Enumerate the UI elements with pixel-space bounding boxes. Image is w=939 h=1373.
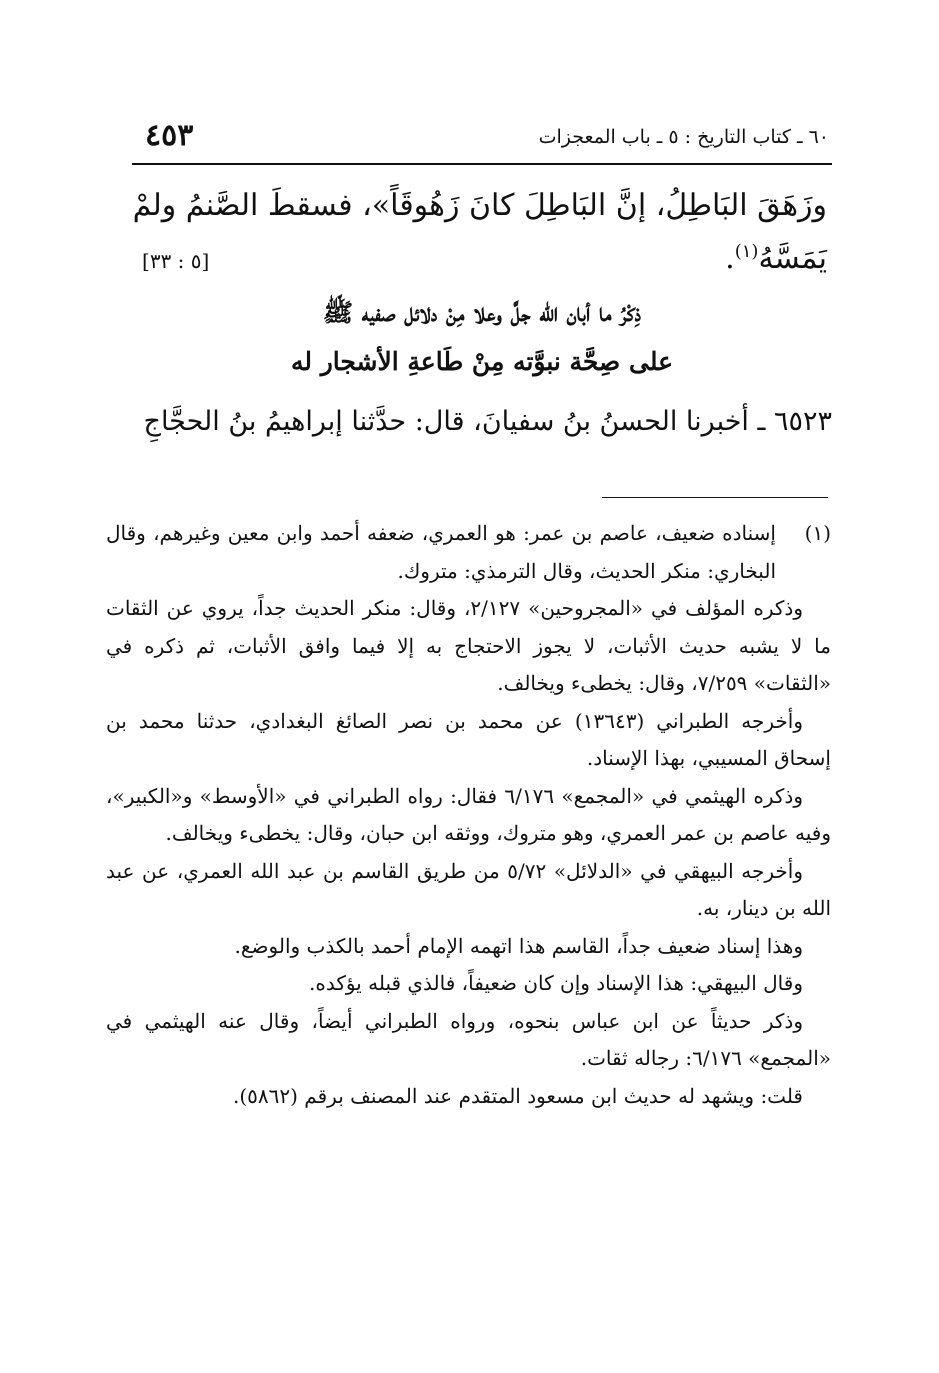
footnote-paragraph: وأخرجه الطبراني (١٣٦٤٣) عن محمد بن نصر الصائغ البغدادي، حدثنا محمد بن إسحاق المسيبي، بهذا الإسناد. [106,708,831,770]
footnote-rule [602,497,828,498]
footnote-paragraph: وأخرجه البيهقي في «الدلائل» ٥/٧٢ من طريق القاسم بن عبد الله العمري، عن عبد الله بن دينار، به. [106,858,831,920]
hadith-opening: ٦٥٢٣ ـ أخبرنا الحسنُ بنُ سفيانَ، قال: حدَّثنا إبراهيمُ بنُ الحجَّاجِ [143,406,832,437]
chapter-heading-line-2: على صِحَّة نبوَّته مِنْ طَاعةِ الأشجار له [290,347,674,376]
running-title: ٦٠ ـ كتاب التاريخ : ٥ ـ باب المعجزات [538,126,829,148]
footnote-paragraph: وقال البيهقي: هذا الإسناد وإن كان ضعيفاً، فالذي قبله يؤكده. [308,971,803,995]
reference-number: [٥ : ٣٣] [142,249,210,273]
footnotes-block [106,515,831,1115]
verse-text: وزَهَقَ البَاطِلُ، إنَّ البَاطِلَ كانَ زَهُوقَاً»، فسقطَ الصَّنمُ ولمْ يَمَسَّهُ [132,188,827,276]
page-number: ٤٥٣ [145,118,194,153]
verse-line [127,183,827,282]
verse-end: . [725,241,735,276]
footnote-paragraph: قلت: ويشهد له حديث ابن مسعود المتقدم عند المصنف برقم (٥٨٦٢). [232,1083,803,1108]
chapter-heading-line-1: ذِكْرُ ما أبان الله جلَّ وعلا مِنْ دلائل صفيه ﷺ [322,298,642,327]
footnote-paragraph: إسناده ضعيف، عاصم بن عمر: هو العمري، ضعفه أحمد وابن معين وغيرهم، وقال البخاري: منكر الحديث، وقال الترمذي: متروك. [106,521,776,583]
footnote-paragraph: وهذا إسناد ضعيف جداً، القاسم هذا اتهمه الإمام أحمد بالكذب والوضع. [234,933,803,958]
footnote-paragraph: وذكره الهيثمي في «المجمع» ٦/١٧٦ فقال: رواه الطبراني في «الأوسط» و«الكبير»، وفيه عاصم بن عمر العمري، وهو متروك، ووثقه ابن حبان، وقال: يخطىء ويخالف. [106,783,831,845]
header-rule [132,163,832,165]
footnote-paragraph: وذكره المؤلف في «المجروحين» ٢/١٢٧، وقال: منكر الحديث جداً، يروي عن الثقات ما لا يشبه حديث الأثبات، لا يجوز الاحتجاج به إلا فيما وافق الأثبات، ثم ذكره في «الثقات» ٧/٢٥٩، وقال: يخطىء ويخالف. [106,596,831,695]
footnote-marker: (١) [734,241,759,262]
footnote-paragraph: وذكر حديثاً عن ابن عباس بنحوه، ورواه الطبراني أيضاً، وقال عنه الهيثمي في «المجمع» ٦/١٧٦: رجاله ثقات. [106,1008,831,1070]
footnote-label: (١) [804,521,831,545]
